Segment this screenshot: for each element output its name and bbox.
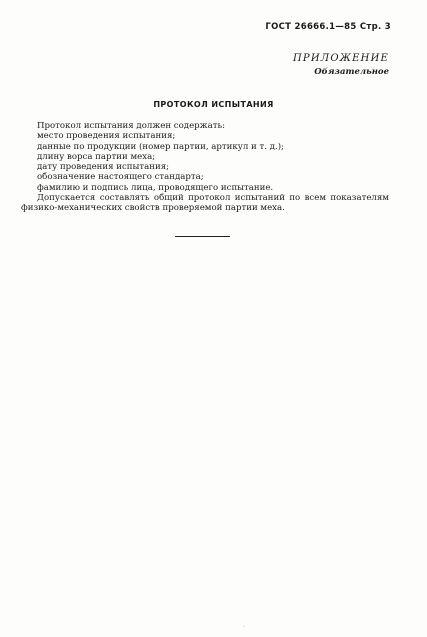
protocol-title: ПРОТОКОЛ ИСПЫТАНИЯ (153, 100, 274, 109)
page-header-standard: ГОСТ 26666.1—85 Стр. 3 (265, 22, 391, 32)
protocol-item: данные по продукции (номер партии, артикул и т. д.); (37, 141, 284, 152)
protocol-final-paragraph-continued: физико-механических свойств проверяемой партии меха. (21, 203, 285, 214)
appendix-block (293, 52, 389, 79)
protocol-item: длину ворса партии меха; (37, 151, 156, 162)
protocol-body (21, 121, 389, 214)
protocol-item: фамилию и подпись лица, проводящего испытание. (37, 182, 274, 193)
page-mark: · (243, 624, 245, 631)
appendix-subtitle: Обязательное (314, 67, 389, 77)
protocol-item: дату проведения испытания; (37, 162, 170, 173)
protocol-intro: Протокол испытания должен содержать: (37, 121, 226, 131)
end-separator-line (175, 236, 230, 237)
protocol-final-paragraph: Допускается составлять общий протокол испытаний по всем показателям (37, 193, 389, 204)
protocol-item: место проведения испытания; (37, 131, 176, 142)
appendix-title: ПРИЛОЖЕНИЕ (293, 53, 389, 64)
protocol-item: обозначение настоящего стандарта; (37, 172, 204, 183)
